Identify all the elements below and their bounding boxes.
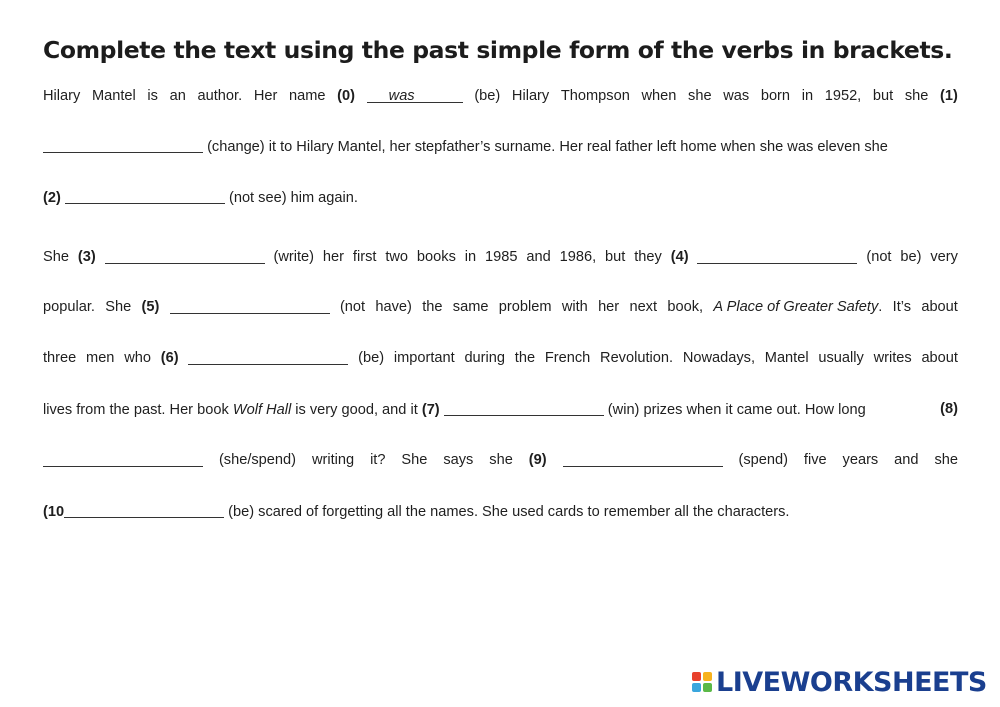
word: French	[544, 350, 591, 366]
word: they	[634, 249, 662, 265]
word: Hilary	[511, 88, 550, 104]
text-line	[43, 450, 958, 470]
question-number: (4)	[670, 249, 689, 265]
word: Mantel	[764, 350, 809, 366]
word: writing	[311, 452, 355, 468]
word: popular.	[43, 299, 95, 315]
line-text: (not see) him again.	[228, 190, 358, 206]
word: (be)	[358, 350, 385, 366]
word: the	[514, 350, 536, 366]
word: book,	[667, 299, 704, 315]
word: she	[489, 452, 513, 468]
word: the	[422, 299, 443, 315]
answer-blank-9[interactable]	[563, 452, 723, 467]
word: books	[416, 249, 456, 265]
word: problem	[498, 299, 552, 315]
logo-grid-icon	[692, 672, 712, 692]
word: in	[464, 249, 477, 265]
word: was	[723, 88, 750, 104]
word: (not	[339, 299, 366, 315]
text-line	[43, 187, 958, 207]
word: She	[105, 299, 132, 315]
word: her	[322, 249, 345, 265]
question-number: (8)	[940, 401, 958, 417]
word: when	[641, 88, 677, 104]
word: (she/spend)	[218, 452, 297, 468]
word: says	[443, 452, 474, 468]
word: name	[288, 88, 326, 104]
word: very	[930, 249, 958, 265]
word: but	[605, 249, 626, 265]
word: first	[352, 249, 377, 265]
answer-blank-5[interactable]	[170, 299, 330, 314]
answer-blank-8[interactable]	[43, 452, 203, 467]
question-number: (7)	[421, 402, 440, 418]
logo-square	[692, 672, 701, 681]
line-text: (change) it to Hilary Mantel, her stepfather’s surname. Her real father left home when she was eleven she	[207, 139, 888, 155]
word: with	[561, 299, 588, 315]
word: she	[934, 452, 958, 468]
text-line	[43, 297, 958, 317]
word: (be)	[474, 88, 501, 104]
text-line	[43, 399, 958, 419]
word: about	[921, 350, 958, 366]
question-number: (10	[43, 504, 65, 520]
word: author.	[197, 88, 243, 104]
word: two	[385, 249, 409, 265]
logo-square	[692, 683, 701, 692]
word: three	[43, 350, 77, 366]
answer-blank-6[interactable]	[188, 350, 348, 365]
word: but	[872, 88, 894, 104]
word: Her	[253, 88, 278, 104]
word: (not	[866, 249, 892, 265]
word: Nowadays,	[682, 350, 756, 366]
question-number: (3)	[77, 249, 96, 265]
word: 1952,	[824, 88, 862, 104]
question-number: (1)	[940, 88, 958, 104]
text-line	[43, 501, 958, 521]
liveworksheets-logo[interactable]	[692, 667, 987, 697]
book-title: Wolf Hall	[232, 402, 292, 418]
word: be)	[900, 249, 922, 265]
word: Hilary	[43, 88, 81, 104]
answer-blank-1[interactable]	[43, 138, 203, 153]
word: she	[904, 88, 929, 104]
word: it?	[370, 452, 386, 468]
word: during	[464, 350, 506, 366]
word: 1985	[485, 249, 518, 265]
word: important	[393, 350, 455, 366]
word: years	[842, 452, 879, 468]
word: Thompson	[560, 88, 630, 104]
question-number: (2)	[43, 190, 61, 206]
text-line	[43, 86, 958, 106]
word: usually	[818, 350, 864, 366]
word: five	[803, 452, 827, 468]
word: in	[801, 88, 814, 104]
word: (write)	[273, 249, 315, 265]
text-line	[43, 247, 958, 267]
line-text: (be) scared of forgetting all the names. She used cards to remember all the characters.	[228, 504, 790, 520]
book-title: A Place of Greater Safety	[713, 299, 879, 315]
logo-square	[703, 672, 712, 681]
word: (spend)	[738, 452, 788, 468]
word: 1986,	[559, 249, 597, 265]
question-number: (0)	[337, 88, 355, 104]
line-text: lives from the past. Her book Wolf Hall is very good, and it (7) (win) prizes when it came out. How long	[43, 402, 866, 418]
answer-blank-10[interactable]	[64, 503, 224, 518]
word: Mantel	[91, 88, 136, 104]
answer-blank-7[interactable]	[444, 401, 604, 416]
word: She	[43, 249, 69, 265]
word: men	[86, 350, 115, 366]
word: about	[921, 299, 958, 315]
text-line	[43, 348, 958, 368]
word: It’s	[892, 299, 912, 315]
answer-blank-0[interactable]	[367, 88, 463, 103]
word: Revolution.	[600, 350, 674, 366]
word: born	[760, 88, 791, 104]
word: her	[598, 299, 620, 315]
word: writes	[873, 350, 912, 366]
word: is	[147, 88, 158, 104]
word: an	[169, 88, 186, 104]
word: A Place of Greater Safety.	[713, 299, 883, 315]
word: who	[124, 350, 151, 366]
word: and	[894, 452, 919, 468]
question-number: (6)	[160, 350, 179, 366]
logo-text: LIVEWORKSHEETS	[716, 666, 987, 698]
text-line	[43, 136, 958, 156]
answer-blank-3[interactable]	[105, 249, 265, 264]
worksheet-title: Complete the text using the past simple form of the verbs in brackets.	[43, 36, 953, 64]
logo-square	[703, 683, 712, 692]
word: she	[688, 88, 712, 104]
question-number: (9)	[528, 452, 547, 468]
example-answer: was	[388, 88, 415, 104]
word: have)	[375, 299, 412, 315]
word: same	[452, 299, 489, 315]
question-number: (5)	[141, 299, 160, 315]
word: and	[526, 249, 551, 265]
word: She	[401, 452, 428, 468]
word: next	[629, 299, 658, 315]
answer-blank-4[interactable]	[697, 249, 857, 264]
answer-blank-2[interactable]	[65, 189, 225, 204]
